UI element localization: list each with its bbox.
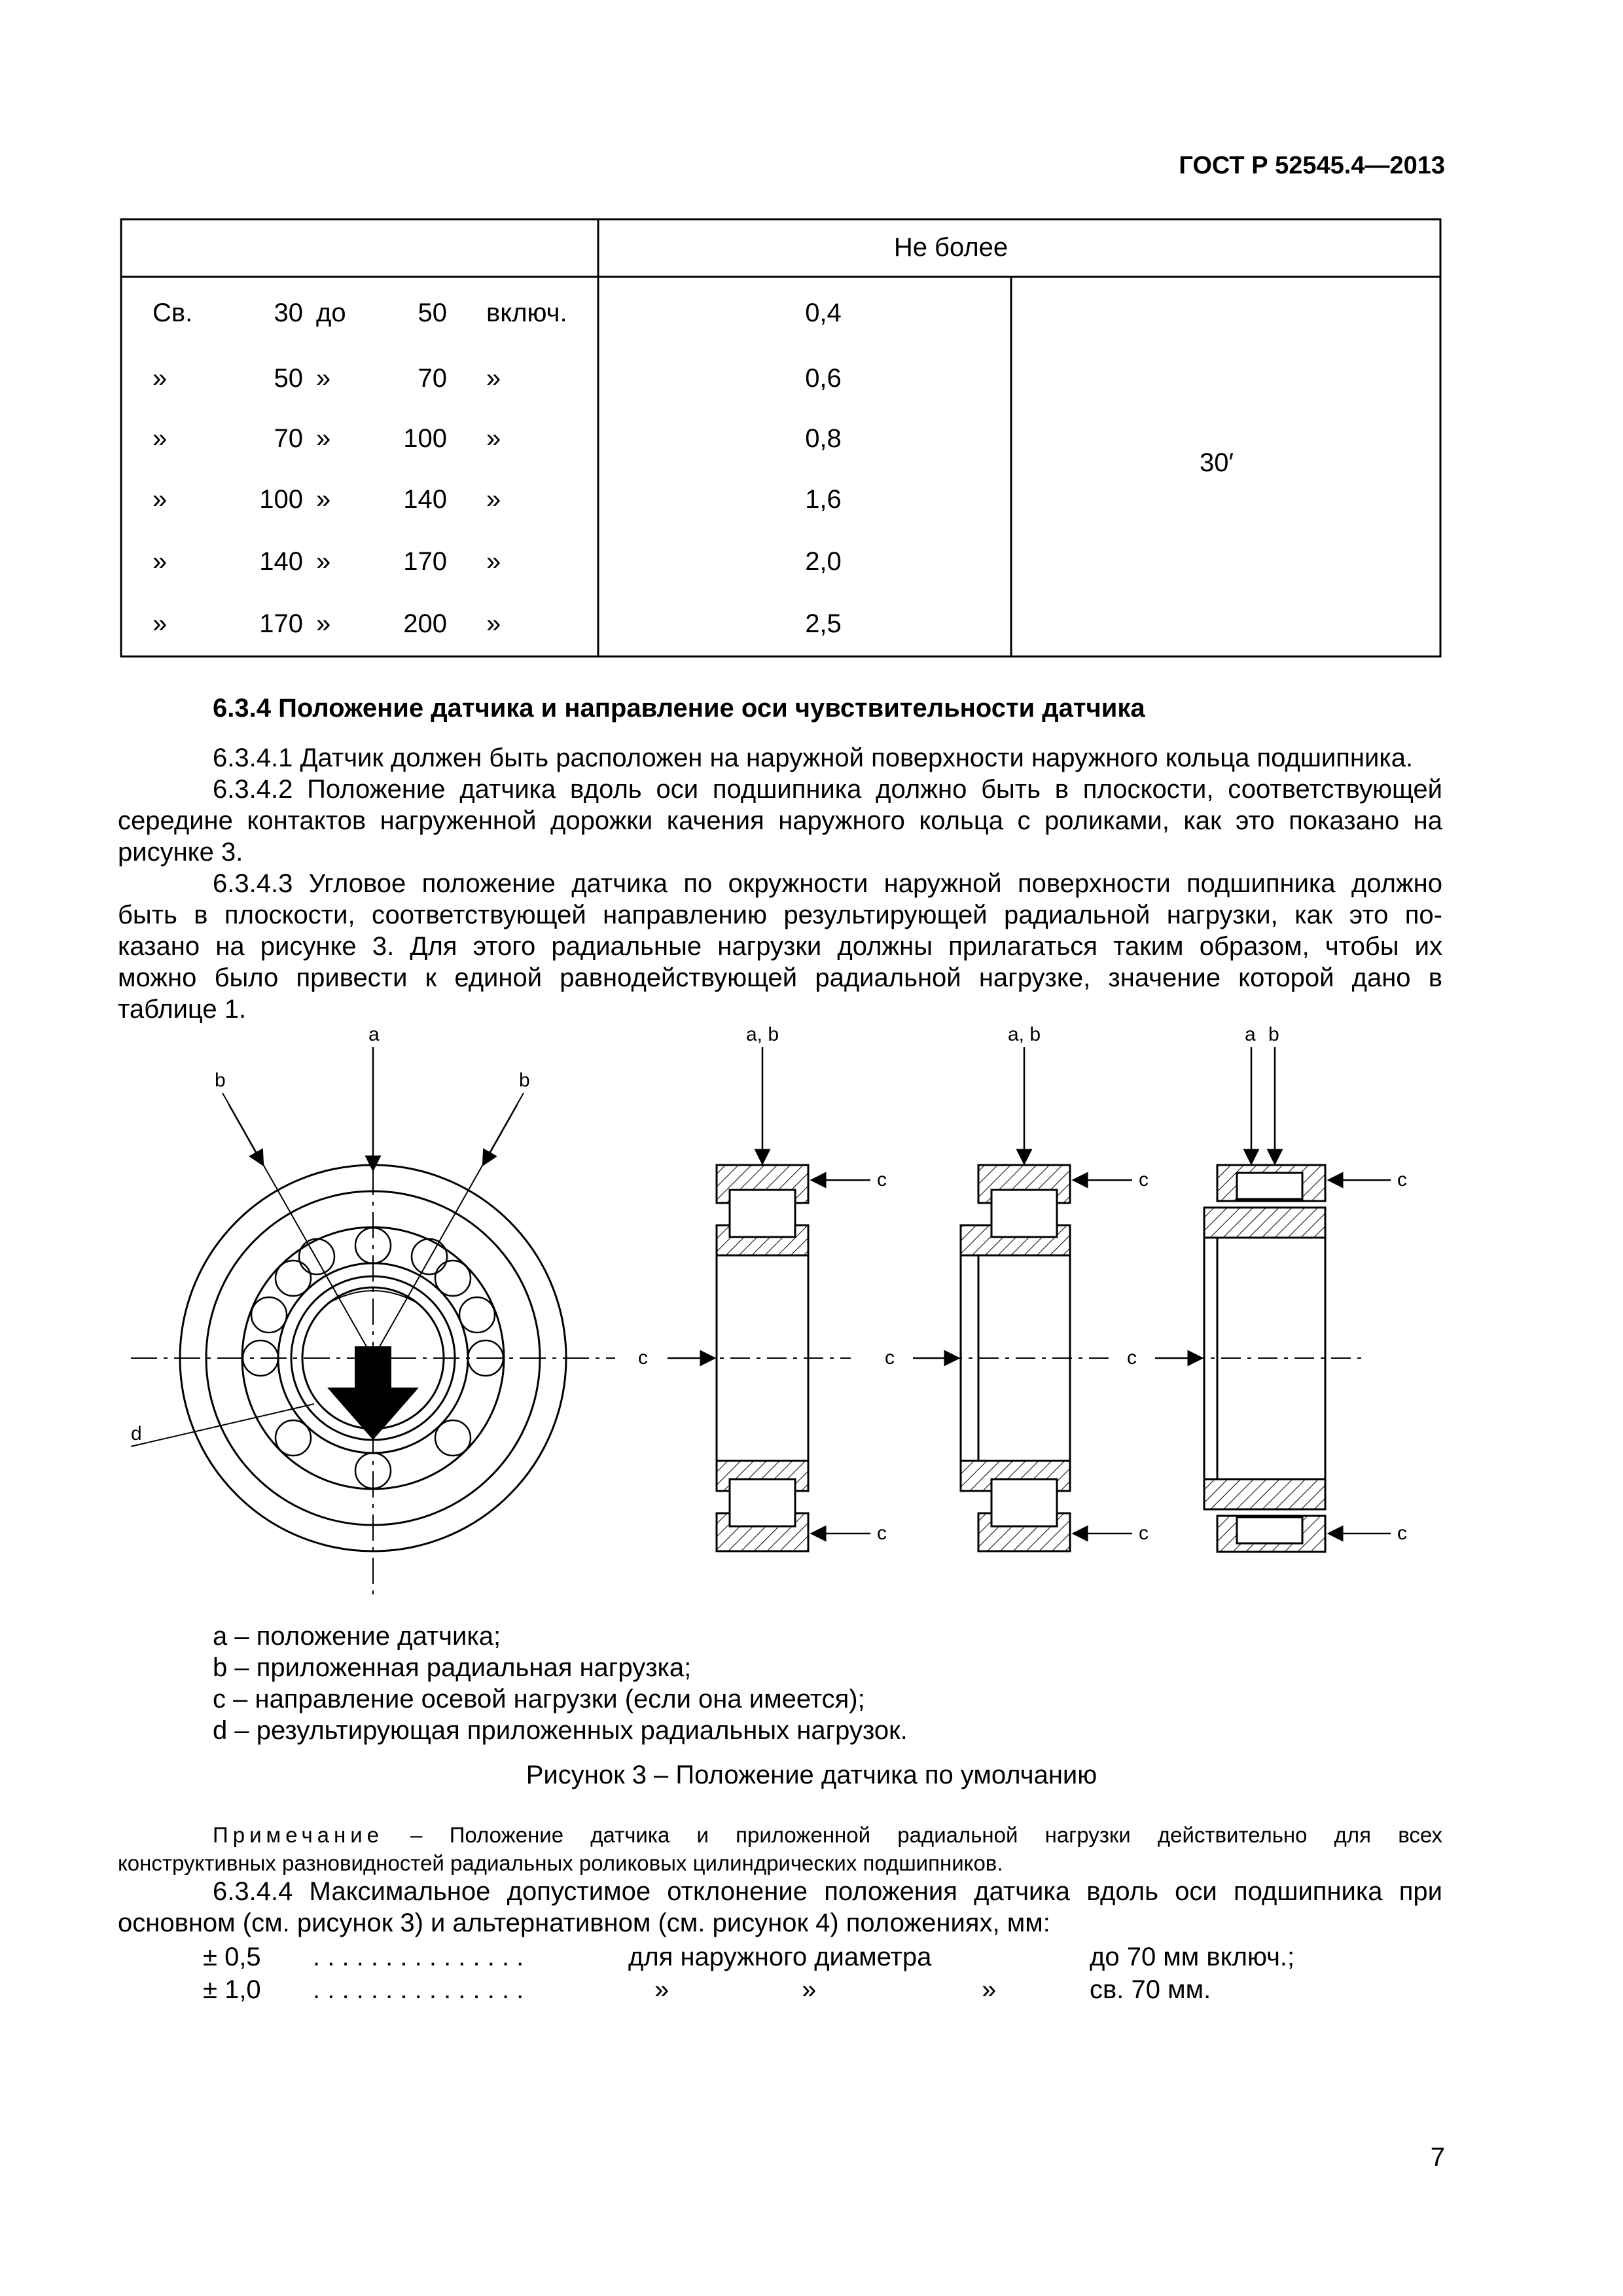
label-ab-view-1: a, b [746,1024,779,1045]
text-line: рисунке 3. [118,838,243,867]
label-ab-view-2: a, b [1008,1024,1041,1045]
section-heading: 6.3.4 Положение датчика и направление оси чувствительности датчика [213,694,1145,723]
table-cell: 50 [274,364,303,393]
tolerance-value: ± 1,0 [203,1975,261,2004]
label-c-v3-axial: c [1127,1347,1137,1369]
table-cell: » [152,424,168,453]
document-code: ГОСТ Р 52545.4—2013 [1179,152,1445,179]
tolerance-c3: » [982,1975,997,2004]
legend-item-b: b – приложенная радиальная нагрузка; [213,1653,692,1682]
table-cell: » [316,609,331,638]
table-cell: 100 [403,424,447,453]
legend-item-a: a – положение датчика; [213,1622,501,1651]
table-cell: 2,0 [805,547,842,576]
paragraph-6-3-4-3 [118,868,1442,1025]
bearing-section-view-2 [913,1047,1132,1551]
tolerance-c2: » [802,1975,817,2004]
table-cell: » [152,364,168,393]
table-cell: » [152,609,168,638]
table-cell: 0,4 [805,298,842,327]
text-line: таблице 1. [118,995,247,1024]
table-cell: включ. [486,298,567,327]
table-cell: 200 [403,609,447,638]
table-cell: » [152,547,168,576]
bearing-front-view [131,1047,615,1597]
note-line: конструктивных разновидностей радиальных роликовых цилиндрических подшипников. [118,1851,1003,1875]
table-cell: » [486,609,501,638]
table-cell: » [316,485,331,514]
note-line [118,1821,1442,1849]
table-cell: » [316,364,331,393]
label-a-front: a [368,1024,380,1045]
table-cell: » [486,424,501,453]
text-line: казано на рисунке 3. Для этого радиальные нагрузки должны прилагаться таким образом, чтобы их [118,932,1442,961]
table-cell: » [486,485,501,514]
table-cell: 50 [418,298,447,327]
table-cell: » [152,485,168,514]
label-b-left: b [215,1069,226,1091]
figure-caption: Рисунок 3 – Положение датчика по умолчанию [526,1761,1097,1789]
label-b-view-3: b [1268,1024,1279,1045]
table-cell: 100 [259,485,303,514]
table-cell: 0,8 [805,424,842,453]
table-cell: » [316,424,331,453]
table-cell: 1,6 [805,485,842,514]
paragraph-6-3-4-2 [118,774,1442,868]
tolerance-table [120,218,1442,658]
table-cell: 70 [418,364,447,393]
tolerance-c1: для наружного диаметра [628,1943,932,1971]
bearing-section-view-1 [668,1047,870,1551]
resultant-load-arrow-icon [327,1346,419,1440]
text-line: середине контактов нагруженной дорожки качения наружного кольца с роликами, как это показано на [118,806,1442,835]
tolerance-limit: до 70 мм включ.; [1090,1943,1295,1971]
text-line: основном (см. рисунок 3) и альтернативном (см. рисунок 4) положениях, мм: [118,1909,1050,1937]
table-cell: » [486,364,501,393]
label-c-v1-top: c [877,1169,887,1191]
text-line: можно было привести к единой равнодействующей радиальной нагрузке, значение которой дано в [118,963,1442,992]
table-cell: 170 [259,609,303,638]
bearing-drawing [92,1021,1459,1623]
text-line: 6.3.4.4 Максимальное допустимое отклонение положения датчика вдоль оси подшипника при [213,1877,1442,1906]
table-merged-value: 30′ [1200,448,1234,477]
label-c-v3-top: c [1397,1169,1407,1191]
tolerance-limit: св. 70 мм. [1090,1975,1211,2004]
label-a-view-3: a [1245,1024,1256,1045]
label-c-v1-axial: c [638,1347,648,1369]
table-cell: 170 [403,547,447,576]
tolerance-value: ± 0,5 [203,1943,261,1971]
table-cell: 140 [259,547,303,576]
table-cell: 0,6 [805,364,842,393]
table-cell: » [316,547,331,576]
label-c-v2-top: c [1139,1169,1149,1191]
tolerance-dots: . . . . . . . . . . . . . . . [313,1975,524,2004]
table-header-limit: Не более [893,233,1008,262]
label-c-v1-bottom: c [877,1522,887,1544]
tolerance-c1: » [654,1975,669,2004]
text-line: 6.3.4.2 Положение датчика вдоль оси подшипника должно быть в плоскости, соответствующей [213,775,1442,804]
legend-item-d: d – результирующая приложенных радиальных нагрузок. [213,1716,908,1745]
note [118,1821,1442,1877]
text-line: быть в плоскости, соответствующей направлению результирующей радиальной нагрузки, как это по- [118,901,1442,929]
figure-3-sensor-position [92,1021,1459,1623]
label-c-v2-axial: c [885,1347,895,1369]
table-cell: 140 [403,485,447,514]
table-cell: 30 [274,298,303,327]
legend-item-c: c – направление осевой нагрузки (если она имеется); [213,1685,865,1713]
table-cell: » [486,547,501,576]
tolerance-dots: . . . . . . . . . . . . . . . [313,1943,524,1971]
note-label: Примечание [213,1823,384,1847]
table-cell: 2,5 [805,609,842,638]
table-cell: Св. [152,298,193,327]
table-cell: 70 [274,424,303,453]
text-line: 6.3.4.3 Угловое положение датчика по окружности наружной поверхности подшипника должно [213,869,1442,898]
paragraph-6-3-4-4 [118,1876,1442,1939]
note-text: – Положение датчика и приложенной радиальной нагрузки действительно для всех [383,1823,1442,1847]
label-d: d [131,1423,142,1444]
page-number: 7 [1430,2143,1445,2172]
label-c-v3-bottom: c [1397,1522,1407,1544]
label-c-v2-bottom: c [1139,1522,1149,1544]
table-cell: до [316,298,346,327]
bearing-section-view-3 [1155,1047,1391,1552]
label-b-right: b [519,1069,530,1091]
paragraph-6-3-4-1: 6.3.4.1 Датчик должен быть расположен на наружной поверхности наружного кольца подшипника. [213,744,1414,772]
